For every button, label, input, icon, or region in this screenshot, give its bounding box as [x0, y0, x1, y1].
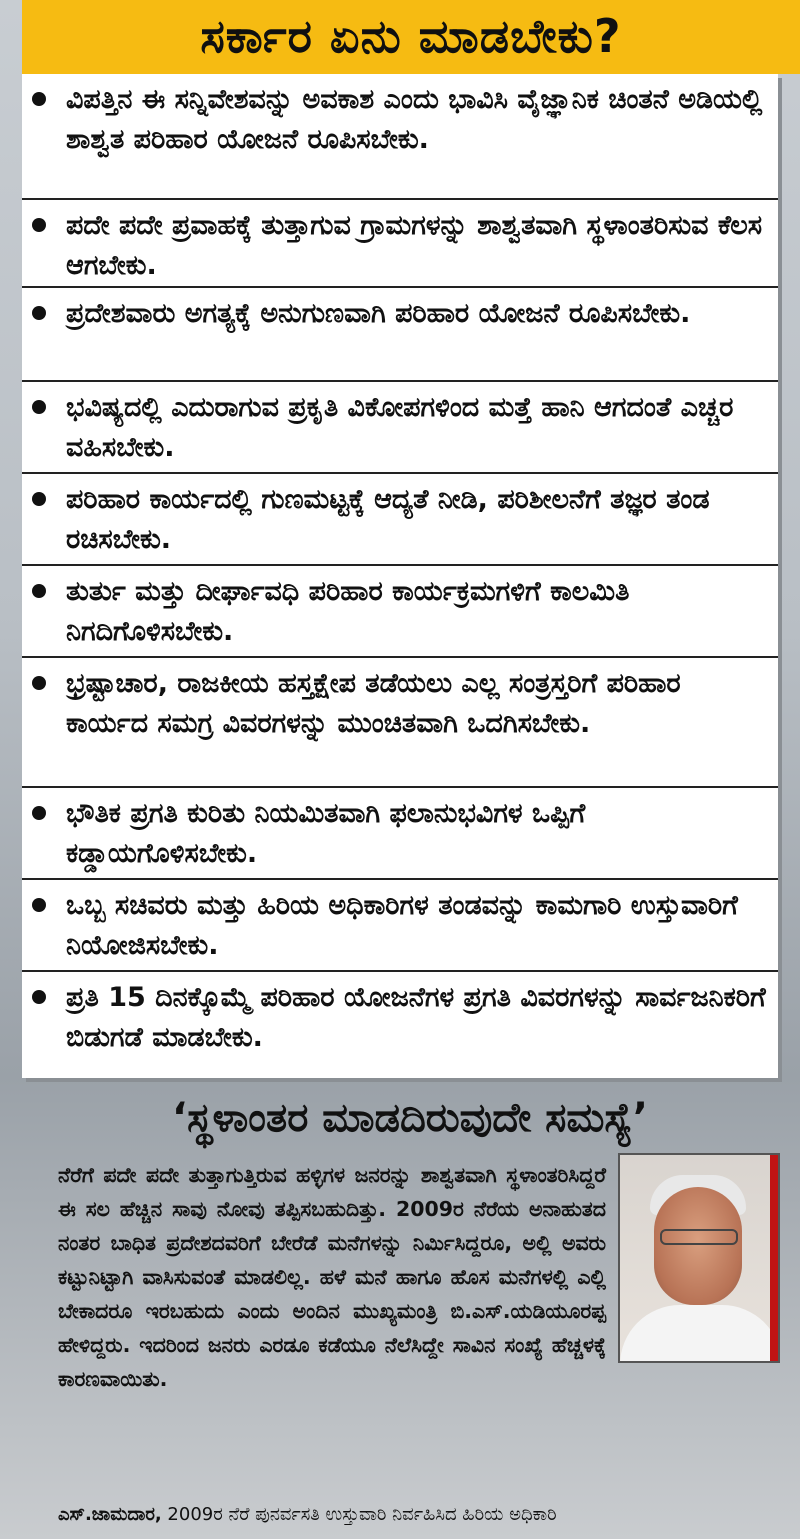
- bullet-icon: [32, 400, 46, 414]
- list-item: [22, 74, 778, 200]
- bullet-icon: [32, 806, 46, 820]
- list-item-text: ಪ್ರತಿ 15 ದಿನಕ್ಕೊಮ್ಮೆ ಪರಿಹಾರ ಯೋಜನೆಗಳ ಪ್ರಗತಿ ವಿವರಗಳನ್ನು ಸಾರ್ವಜನಿಕರಿಗೆ ಬಿಡುಗಡೆ ಮಾಡಬೇಕು.: [66, 982, 766, 1053]
- section-header: [22, 0, 800, 74]
- bullet-icon: [32, 92, 46, 106]
- list-item-text: ಪರಿಹಾರ ಕಾರ್ಯದಲ್ಲಿ ಗುಣಮಟ್ಟಕ್ಕೆ ಆದ್ಯತೆ ನೀಡಿ, ಪರಿಶೀಲನೆಗೆ ತಜ್ಞರ ತಂಡ ರಚಿಸಬೇಕು.: [66, 484, 710, 555]
- photo-shirt: [620, 1305, 780, 1363]
- list-item: [22, 566, 778, 658]
- photo-face: [654, 1187, 742, 1305]
- list-item-text: ಭೌತಿಕ ಪ್ರಗತಿ ಕುರಿತು ನಿಯಮಿತವಾಗಿ ಫಲಾನುಭವಿಗಳ ಒಪ್ಪಿಗೆ ಕಡ್ಡಾಯಗೊಳಿಸಬೇಕು.: [66, 798, 586, 869]
- bullet-icon: [32, 676, 46, 690]
- byline: [58, 1500, 788, 1530]
- bullet-icon: [32, 990, 46, 1004]
- list-item-text: ಭವಿಷ್ಯದಲ್ಲಿ ಎದುರಾಗುವ ಪ್ರಕೃತಿ ವಿಕೋಪಗಳಿಂದ ಮತ್ತೆ ಹಾನಿ ಆಗದಂತೆ ಎಚ್ಚರ ವಹಿಸಬೇಕು.: [66, 392, 734, 463]
- bullet-icon: [32, 218, 46, 232]
- bullet-icon: [32, 584, 46, 598]
- list-item: [22, 972, 778, 1078]
- list-item: [22, 288, 778, 382]
- photo-glasses: [660, 1229, 738, 1245]
- list-item: [22, 880, 778, 972]
- photo-accent-bar: [770, 1155, 778, 1361]
- recommendations-panel: [22, 74, 778, 1078]
- article-headline: ‘ಸ್ಥಳಾಂತರ ಮಾಡದಿರುವುದೇ ಸಮಸ್ಯೆ’: [171, 1095, 648, 1141]
- article-body: ನೆರೆಗೆ ಪದೇ ಪದೇ ತುತ್ತಾಗುತ್ತಿರುವ ಹಳ್ಳಿಗಳ ಜನರನ್ನು ಶಾಶ್ವತವಾಗಿ ಸ್ಥಳಾಂತರಿಸಿದ್ದರೆ ಈ ಸಲ ಹೆಚ್ಚಿನ ಸಾವು ನೋವು ತಪ್ಪಿಸಬಹುದಿತ್ತು. 2009ರ ನೆರೆಯ ಅನಾಹುತದ ನಂತರ ಬಾಧಿತ ಪ್ರದೇಶದವರಿಗೆ ಬೇರೆಡೆ ಮನೆಗಳನ್ನು ನಿರ್ಮಿಸಿದ್ದರೂ, ಅಲ್ಲಿ ಅವರು ಕಟ್ಟುನಿಟ್ಟಾಗಿ ವಾಸಿಸುವಂತೆ ಮಾಡಲಿಲ್ಲ. ಹಳೆ ಮನೆ ಹಾಗೂ ಹೊಸ ಮನೆಗಳಲ್ಲಿ ಎಲ್ಲಿ ಬೇಕಾದರೂ ಇರಬಹುದು ಎಂದು ಅಂದಿನ ಮುಖ್ಯಮಂತ್ರಿ ಬಿ.ಎಸ್.ಯಡಿಯೂರಪ್ಪ ಹೇಳಿದ್ದರು. ಇದರಿಂದ ಜನರು ಎರಡೂ ಕಡೆಯೂ ನೆಲೆಸಿದ್ದೇ ಸಾವಿನ ಸಂಖ್ಯೆ ಹೆಚ್ಚಳಕ್ಕೆ ಕಾರಣವಾಯಿತು.: [58, 1163, 606, 1391]
- byline-name: ಎಸ್.ಜಾಮದಾರ,: [58, 1504, 162, 1525]
- list-item-text: ತುರ್ತು ಮತ್ತು ದೀರ್ಘಾವಧಿ ಪರಿಹಾರ ಕಾರ್ಯಕ್ರಮಗಳಿಗೆ ಕಾಲಮಿತಿ ನಿಗದಿಗೊಳಿಸಬೇಕು.: [66, 576, 630, 647]
- list-item-text: ಭ್ರಷ್ಟಾಚಾರ, ರಾಜಕೀಯ ಹಸ್ತಕ್ಷೇಪ ತಡೆಯಲು ಎಲ್ಲ ಸಂತ್ರಸ್ತರಿಗೆ ಪರಿಹಾರ ಕಾರ್ಯದ ಸಮಗ್ರ ವಿವರಗಳನ್ನು ಮುಂಚಿತವಾಗಿ ಒದಗಿಸಬೇಕು.: [66, 668, 681, 739]
- list-item-text: ಒಬ್ಬ ಸಚಿವರು ಮತ್ತು ಹಿರಿಯ ಅಧಿಕಾರಿಗಳ ತಂಡವನ್ನು ಕಾಮಗಾರಿ ಉಸ್ತುವಾರಿಗೆ ನಿಯೋಜಿಸಬೇಕು.: [66, 890, 738, 961]
- bullet-icon: [32, 306, 46, 320]
- bullet-icon: [32, 898, 46, 912]
- byline-role: 2009ರ ನೆರೆ ಪುನರ್ವಸತಿ ಉಸ್ತುವಾರಿ ನಿರ್ವಹಿಸಿದ ಹಿರಿಯ ಅಧಿಕಾರಿ: [161, 1504, 557, 1525]
- bullet-icon: [32, 492, 46, 506]
- list-item: [22, 200, 778, 288]
- section-title: ಸರ್ಕಾರ ಏನು ಮಾಡಬೇಕು?: [200, 9, 622, 63]
- author-photo: [618, 1153, 780, 1363]
- list-item-text: ಪ್ರದೇಶವಾರು ಅಗತ್ಯಕ್ಕೆ ಅನುಗುಣವಾಗಿ ಪರಿಹಾರ ಯೋಜನೆ ರೂಪಿಸಬೇಕು.: [66, 298, 691, 329]
- list-item-text: ಪದೇ ಪದೇ ಪ್ರವಾಹಕ್ಕೆ ತುತ್ತಾಗುವ ಗ್ರಾಮಗಳನ್ನು ಶಾಶ್ವತವಾಗಿ ಸ್ಥಳಾಂತರಿಸುವ ಕೆಲಸ ಆಗಬೇಕು.: [66, 210, 763, 281]
- list-item: [22, 788, 778, 880]
- list-item: [22, 382, 778, 474]
- list-item-text: ವಿಪತ್ತಿನ ಈ ಸನ್ನಿವೇಶವನ್ನು ಅವಕಾಶ ಎಂದು ಭಾವಿಸಿ ವೈಜ್ಞಾನಿಕ ಚಿಂತನೆ ಅಡಿಯಲ್ಲಿ ಶಾಶ್ವತ ಪರಿಹಾರ ಯೋಜನೆ ರೂಪಿಸಬೇಕು.: [66, 84, 763, 155]
- list-item: [22, 474, 778, 566]
- list-item: [22, 658, 778, 788]
